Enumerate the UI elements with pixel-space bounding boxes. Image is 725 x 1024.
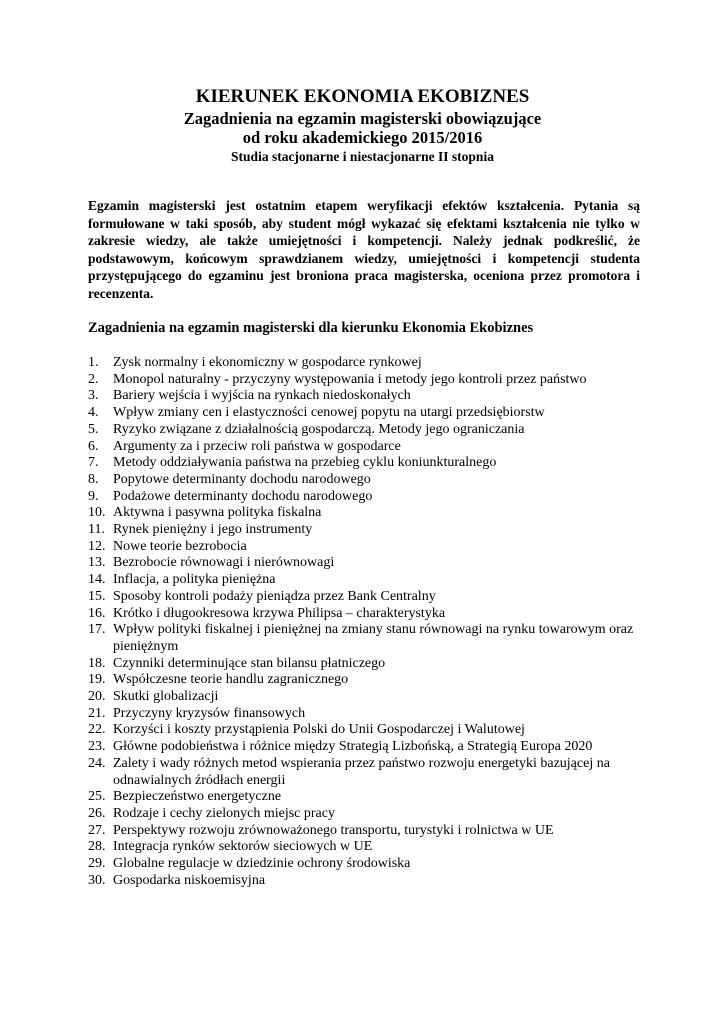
question-text: Perspektywy rozwoju zrównoważonego transportu, turystyki i rolnictwa w UE [113, 822, 554, 838]
question-number: 14. [88, 572, 106, 588]
question-text: Bariery wejścia i wyjścia na rynkach niedoskonałych [113, 388, 411, 404]
question-number: 28. [88, 839, 106, 855]
question-number: 12. [88, 538, 106, 554]
question-number: 21. [88, 705, 106, 721]
question-text: Przyczyny kryzysów finansowych [113, 705, 306, 721]
question-item [88, 606, 648, 623]
section-heading: Zagadnienia na egzamin magisterski dla kierunku Ekonomia Ekobiznes [88, 320, 534, 336]
question-item [88, 806, 648, 823]
question-item [88, 706, 648, 723]
question-text: Rynek pieniężny i jego instrumenty [113, 522, 313, 538]
question-text: Zysk normalny i ekonomiczny w gospodarce rynkowej [113, 355, 422, 370]
question-text: Rodzaje i cechy zielonych miejsc pracy [113, 805, 335, 821]
question-item [88, 355, 648, 372]
question-number: 4. [88, 405, 99, 421]
question-text: Korzyści i koszty przystąpienia Polski do Unii Gospodarczej i Walutowej [113, 722, 525, 738]
question-item [88, 856, 648, 873]
question-text: Podażowe determinanty dochodu narodowego [113, 488, 373, 504]
question-item [88, 572, 648, 589]
question-text: Wpływ zmiany cen i elastyczności cenowej popytu na utargi przedsiębiorstw [113, 405, 545, 421]
question-number: 26. [88, 805, 106, 821]
question-item [88, 422, 648, 439]
question-number: 25. [88, 789, 106, 805]
question-item [88, 455, 648, 472]
question-number: 24. [88, 755, 106, 771]
question-item [88, 739, 648, 756]
question-item [88, 472, 648, 489]
question-number: 11. [88, 522, 105, 538]
question-item [88, 622, 648, 655]
question-number: 13. [88, 555, 106, 571]
question-item [88, 489, 648, 506]
question-item [88, 405, 648, 422]
question-item [88, 756, 648, 789]
question-number: 9. [88, 488, 99, 504]
question-item [88, 522, 648, 539]
question-text: Argumenty za i przeciw roli państwa w gospodarce [113, 438, 401, 454]
question-item [88, 672, 648, 689]
question-number: 15. [88, 588, 106, 604]
question-text: Główne podobieństwa i różnice między Strategią Lizbońską, a Strategią Europa 2020 [113, 739, 593, 755]
question-text: Monopol naturalny - przyczyny występowania i metody jego kontroli przez państwo [113, 371, 587, 387]
question-text: Wpływ polityki fiskalnej i pieniężnej na zmiany stanu równowagi na rynku towarowym oraz pieniężnym [113, 622, 634, 654]
question-item [88, 789, 648, 806]
question-item [88, 505, 648, 522]
question-number: 10. [88, 505, 106, 521]
question-text: Popytowe determinanty dochodu narodowego [113, 471, 371, 487]
question-number: 8. [88, 471, 99, 487]
question-text: Skutki globalizacji [113, 689, 219, 705]
question-item [88, 372, 648, 389]
question-text: Metody oddziaływania państwa na przebieg cyklu koniunkturalnego [113, 455, 497, 471]
question-item [88, 656, 648, 673]
question-text: Zalety i wady różnych metod wspierania przez państwo rozwoju energetyki bazującej na odnawialnych źródłach energii [113, 755, 610, 788]
question-text: Inflacja, a polityka pieniężna [113, 572, 276, 588]
question-text: Globalne regulacje w dziedzinie ochrony środowiska [113, 856, 411, 872]
question-number: 30. [88, 872, 106, 888]
question-number: 29. [88, 856, 106, 872]
question-item [88, 689, 648, 706]
question-text: Bezrobocie równowagi i nierównowagi [113, 555, 335, 571]
question-number: 27. [88, 822, 106, 838]
intro-paragraph: Egzamin magisterski jest ostatnim etapem weryfikacji efektów kształcenia. Pytania są formułowane w taki sposób, aby student mógł wykazać się efektami kształcenia nie tylko w zakresie wiedzy, ale także umiejętności i kompetencji. Należy jednak podkreślić, że podstawowym, końcowym sprawdzianem wiedzy, umiejętności i kompetencji studenta przystępującego do egzaminu jest broniona praca magisterska, oceniona przez promotora i recenzenta. [88, 198, 640, 301]
question-number: 3. [88, 388, 99, 404]
question-number: 19. [88, 672, 106, 688]
question-item [88, 722, 648, 739]
question-text: Integracja rynków sektorów sieciowych w UE [113, 839, 373, 855]
question-text: Nowe teorie bezrobocia [113, 538, 247, 554]
question-text: Sposoby kontroli podaży pieniądza przez Bank Centralny [113, 588, 436, 604]
document-subtitle-line2: od roku akademickiego 2015/2016 [242, 128, 483, 147]
question-text: Ryzyko związane z działalnością gospodarczą. Metody jego ograniczania [113, 421, 525, 437]
study-mode-line: Studia stacjonarne i niestacjonarne II stopnia [231, 149, 494, 164]
question-number: 6. [88, 438, 99, 454]
question-number: 1. [88, 355, 99, 370]
question-text: Bezpieczeństwo energetyczne [113, 789, 282, 805]
question-number: 5. [88, 421, 99, 437]
question-number: 18. [88, 655, 106, 671]
question-text: Gospodarka niskoemisyjna [113, 872, 266, 888]
question-item [88, 839, 648, 856]
question-text: Współczesne teorie handlu zagranicznego [113, 672, 349, 688]
question-item [88, 555, 648, 572]
document-subtitle-line1: Zagadnienia na egzamin magisterski obowiązujące [183, 109, 542, 128]
question-number: 16. [88, 605, 106, 621]
questions-list [88, 355, 648, 890]
document-title: KIERUNEK EKONOMIA EKOBIZNES [195, 86, 530, 107]
question-item [88, 589, 648, 606]
question-item [88, 539, 648, 556]
question-text: Krótko i długookresowa krzywa Philipsa – charakterystyka [113, 605, 446, 621]
question-number: 17. [88, 622, 106, 638]
question-number: 7. [88, 455, 99, 471]
question-number: 22. [88, 722, 106, 738]
question-number: 20. [88, 689, 106, 705]
question-item [88, 823, 648, 840]
question-number: 23. [88, 739, 106, 755]
question-number: 2. [88, 371, 99, 387]
question-text: Czynniki determinujące stan bilansu płatniczego [113, 655, 386, 671]
question-text: Aktywna i pasywna polityka fiskalna [113, 505, 322, 521]
question-item [88, 439, 648, 456]
question-item [88, 873, 648, 890]
question-item [88, 388, 648, 405]
